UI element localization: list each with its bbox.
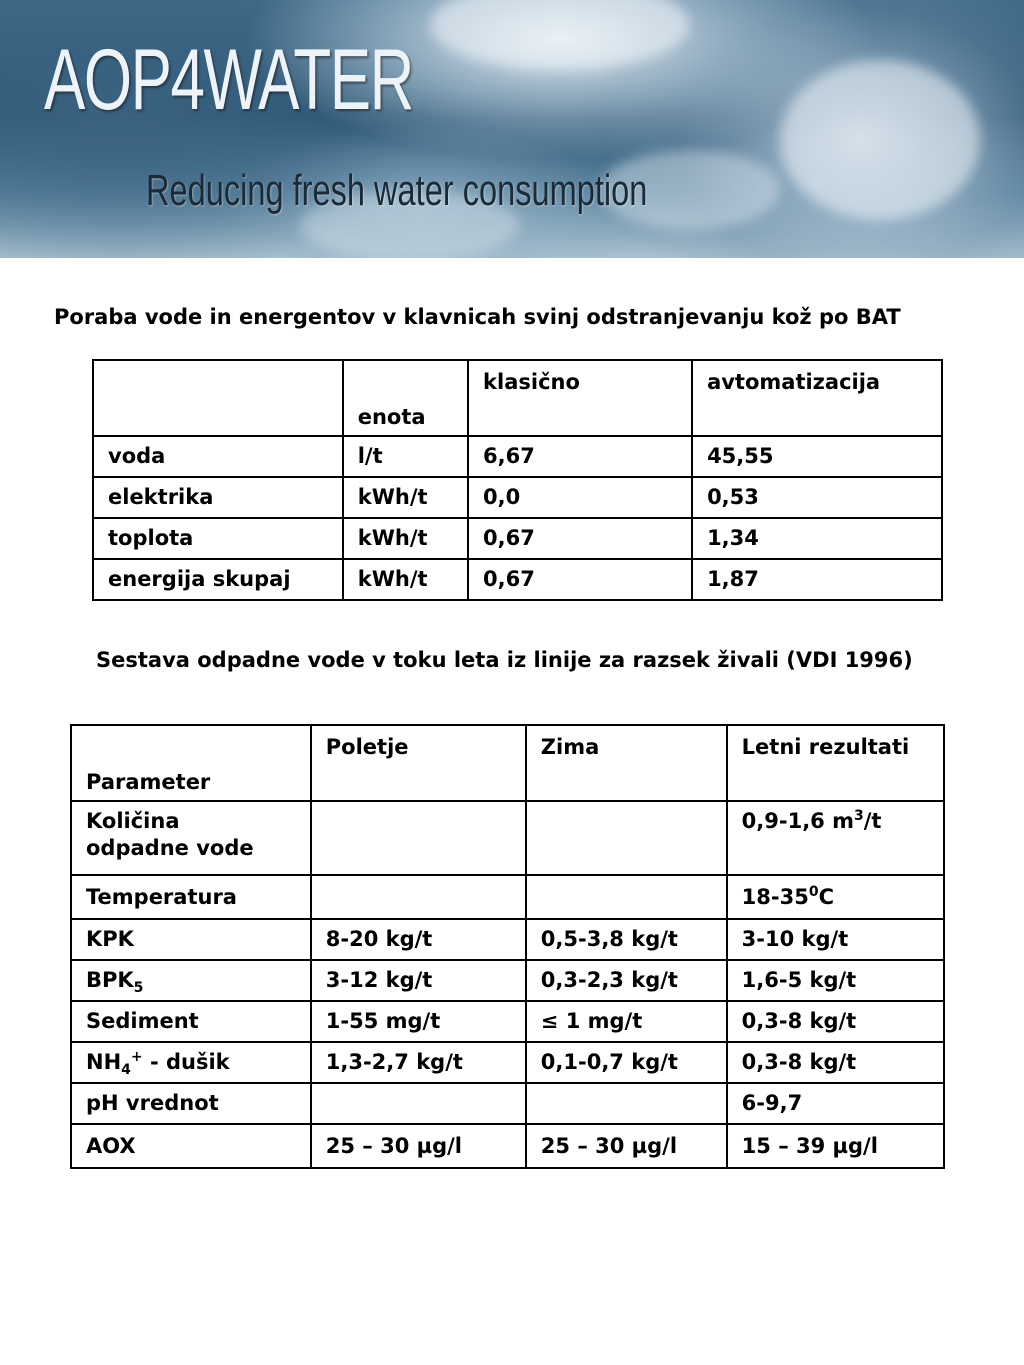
cell-poletje: 1-55 mg/t	[311, 1001, 526, 1042]
table-row	[71, 919, 944, 960]
cell-parameter	[71, 801, 311, 875]
value-text: 18-35	[741, 884, 809, 909]
cell-unit: kWh/t	[343, 477, 468, 518]
header-cell-klasicno: klasično	[468, 360, 692, 436]
cell-letni: 1,6-5 kg/t	[727, 960, 944, 1001]
param-line1: Količina	[86, 809, 180, 833]
table-row	[93, 477, 942, 518]
banner-logo-title: AOP4WATER	[44, 32, 413, 128]
table-row	[71, 1001, 944, 1042]
header-cell-parameter: Parameter	[71, 725, 311, 801]
table1-caption: Poraba vode in energentov v klavnicah svinj odstranjevanju kož po BAT	[54, 305, 901, 329]
param-suffix: - dušik	[142, 1050, 230, 1074]
header-cell-enota: enota	[343, 360, 468, 436]
value-text: 0,9-1,6 m	[741, 809, 854, 833]
cell-letni	[727, 801, 944, 875]
superscript: 3	[853, 808, 864, 824]
cell-label: elektrika	[93, 477, 343, 518]
wastewater-composition-table	[70, 724, 945, 1169]
cell-parameter: pH vrednot	[71, 1083, 311, 1124]
cell-value: 1,87	[692, 559, 942, 600]
cell-value: 0,0	[468, 477, 692, 518]
table-header-row	[93, 360, 942, 436]
table-row	[71, 875, 944, 919]
cell-value: 0,67	[468, 559, 692, 600]
subscript: 5	[133, 980, 144, 997]
cell-zima: 0,1-0,7 kg/t	[526, 1042, 727, 1083]
cell-letni: 3-10 kg/t	[727, 919, 944, 960]
table-row	[71, 1124, 944, 1168]
energy-consumption-table	[92, 359, 943, 601]
cell-poletje: 3-12 kg/t	[311, 960, 526, 1001]
header-cell-poletje: Poletje	[311, 725, 526, 801]
cell-unit: l/t	[343, 436, 468, 477]
cell-letni	[727, 875, 944, 919]
table-header-row	[71, 725, 944, 801]
cell-letni: 0,3-8 kg/t	[727, 1042, 944, 1083]
table-row	[71, 801, 944, 875]
cell-parameter: AOX	[71, 1124, 311, 1168]
cell-zima	[526, 801, 727, 875]
superscript: 0	[808, 883, 819, 900]
cell-poletje: 25 – 30 µg/l	[311, 1124, 526, 1168]
cell-parameter	[71, 960, 311, 1001]
value-unit: /t	[863, 809, 882, 833]
cell-value: 6,67	[468, 436, 692, 477]
table-row	[93, 559, 942, 600]
header-cell-avtomatizacija: avtomatizacija	[692, 360, 942, 436]
cell-poletje: 8-20 kg/t	[311, 919, 526, 960]
cell-letni: 0,3-8 kg/t	[727, 1001, 944, 1042]
cell-poletje	[311, 875, 526, 919]
cell-parameter	[71, 1042, 311, 1083]
banner-subtitle: Reducing fresh water consumption	[146, 166, 648, 215]
cell-value: 45,55	[692, 436, 942, 477]
cell-label: energija skupaj	[93, 559, 343, 600]
table-row	[93, 436, 942, 477]
cell-zima: 25 – 30 µg/l	[526, 1124, 727, 1168]
cell-parameter: Sediment	[71, 1001, 311, 1042]
cell-zima	[526, 1083, 727, 1124]
table-row	[71, 1042, 944, 1083]
table2-caption: Sestava odpadne vode v toku leta iz linije za razsek živali (VDI 1996)	[96, 648, 913, 672]
cell-poletje	[311, 1083, 526, 1124]
table-row	[93, 518, 942, 559]
header-cell-zima: Zima	[526, 725, 727, 801]
cell-value: 0,67	[468, 518, 692, 559]
cell-parameter: KPK	[71, 919, 311, 960]
cell-letni: 6-9,7	[727, 1083, 944, 1124]
header-cell-empty	[93, 360, 343, 436]
cell-value: 1,34	[692, 518, 942, 559]
cell-label: voda	[93, 436, 343, 477]
cell-poletje	[311, 801, 526, 875]
cell-letni: 15 – 39 µg/l	[727, 1124, 944, 1168]
cell-zima: 0,5-3,8 kg/t	[526, 919, 727, 960]
cell-parameter: Temperatura	[71, 875, 311, 919]
header-cell-letni-rezultati: Letni rezultati	[727, 725, 944, 801]
table-row	[71, 1083, 944, 1124]
table-row	[71, 960, 944, 1001]
cell-zima: 0,3-2,3 kg/t	[526, 960, 727, 1001]
cell-zima: ≤ 1 mg/t	[526, 1001, 727, 1042]
param-line2: odpadne vode	[86, 836, 254, 860]
param-text: NH	[86, 1050, 122, 1074]
cell-zima	[526, 875, 727, 919]
cell-label: toplota	[93, 518, 343, 559]
subscript: 4	[121, 1062, 131, 1079]
param-text: BPK	[86, 968, 134, 992]
superscript: +	[130, 1049, 143, 1065]
cell-unit: kWh/t	[343, 518, 468, 559]
header-banner	[0, 0, 1024, 258]
cell-value: 0,53	[692, 477, 942, 518]
cell-unit: kWh/t	[343, 559, 468, 600]
cell-poletje: 1,3-2,7 kg/t	[311, 1042, 526, 1083]
value-unit: C	[818, 884, 835, 909]
